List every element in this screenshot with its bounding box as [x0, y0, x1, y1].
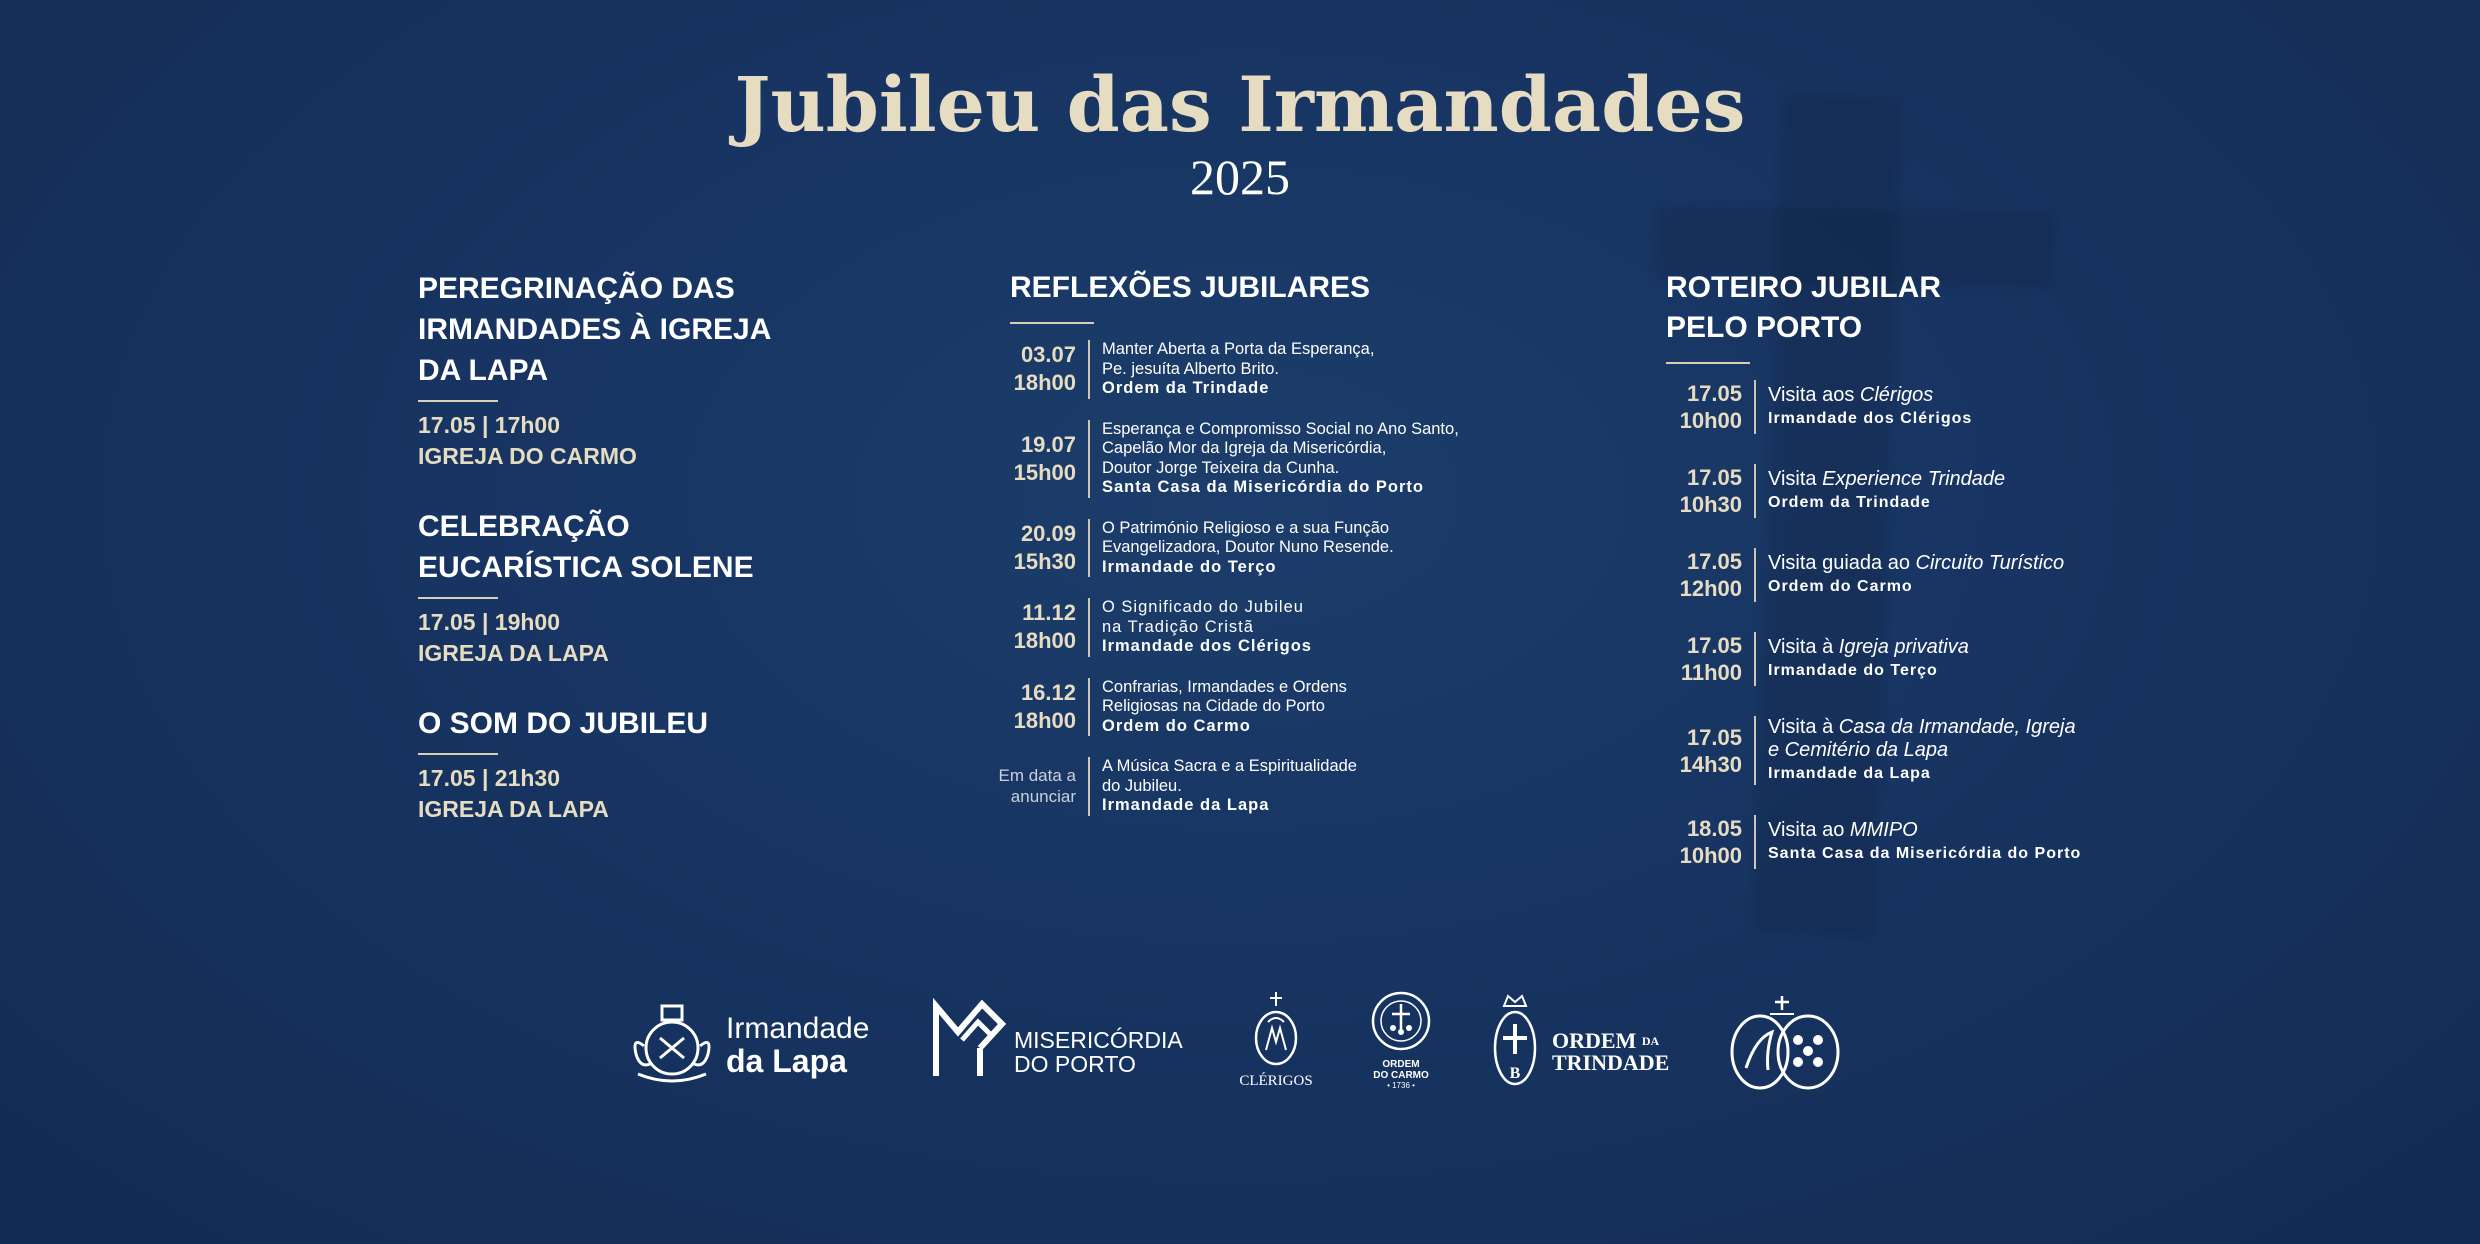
item-text: na Tradição Cristã [1102, 617, 1254, 636]
logo-ordem-do-carmo [1368, 988, 1434, 1098]
event-datetime: 17.05 | 17h00 [418, 412, 560, 438]
list-item [1666, 548, 2166, 602]
item-date: 16.12 [1020, 679, 1076, 705]
logo-text: Irmandade [726, 1012, 870, 1045]
item-date: 17.05 [1686, 465, 1742, 490]
list-item [960, 598, 1520, 657]
logo-text: DO PORTO [1014, 1051, 1136, 1077]
item-date: Em data a [998, 766, 1076, 786]
item-organizer: Ordem do Carmo [1102, 716, 1251, 735]
reflexoes-column [960, 268, 1520, 837]
trindade-crest-icon [1490, 990, 1540, 1090]
svg-text:B: B [1509, 1065, 1521, 1082]
item-text: e Cemitério da Lapa [1768, 739, 1949, 761]
item-time: 14h30 [1679, 751, 1742, 777]
item-date: 11.12 [1022, 600, 1076, 626]
list-item [960, 678, 1520, 737]
item-date: 03.07 [1020, 342, 1076, 368]
item-organizer: Santa Casa da Misericórdia do Porto [1102, 478, 1424, 496]
section-heading: REFLEXÕES JUBILARES [1010, 271, 1371, 304]
event-title: O SOM DO JUBILEU [418, 707, 709, 740]
event-place: IGREJA DA LAPA [418, 796, 609, 822]
event-title: PEREGRINAÇÃO DAS IRMANDADES À IGREJA DA LAPA [418, 272, 771, 387]
item-organizer: Irmandade do Terço [1768, 662, 1938, 679]
list-item [960, 519, 1520, 578]
item-text: A Música Sacra e a Espiritualidade [1102, 757, 1357, 775]
item-text: Confrarias, Irmandades e Ordens [1102, 677, 1347, 696]
event-peregrinacao [418, 268, 938, 472]
lapa-crest-icon [624, 998, 724, 1088]
item-text: Visita aos Clérigos [1768, 384, 1934, 406]
logo-text: ORDEM $^{DA}$ [1552, 1028, 1660, 1053]
item-text: Manter Aberta a Porta da Esperança, [1102, 340, 1375, 358]
logo-text: TRINDADE [1552, 1050, 1670, 1075]
partner-logos [620, 988, 1860, 1098]
logo-text: da Lapa [726, 1043, 847, 1079]
item-date: 18.05 [1686, 816, 1742, 841]
item-text: Evangelizadora, Doutor Nuno Resende. [1102, 538, 1394, 556]
page-year: 2025 [1190, 149, 1290, 205]
item-organizer: Ordem da Trindade [1102, 379, 1270, 397]
logo-text: DO CARMO [1373, 1070, 1429, 1081]
logo-text: MISERICÓRDIA [1014, 1027, 1183, 1053]
item-organizer: Ordem da Trindade [1768, 494, 1931, 511]
item-text: Visita à Igreja privativa [1768, 636, 1969, 658]
event-place: IGREJA DO CARMO [418, 443, 637, 469]
item-text: O Significado do Jubileu [1102, 598, 1304, 616]
item-text: Visita à Casa da Irmandade, Igreja [1768, 716, 2076, 738]
divider [1010, 322, 1094, 324]
item-date: 17.05 [1686, 549, 1742, 574]
event-som-do-jubileu [418, 703, 938, 825]
item-organizer: Irmandade dos Clérigos [1768, 410, 1973, 427]
divider [418, 753, 498, 755]
list-item [1666, 815, 2166, 869]
item-date: 17.05 [1686, 633, 1742, 658]
section-heading-line: ROTEIRO JUBILAR [1666, 271, 1942, 304]
clerigos-emblem-icon [1246, 990, 1306, 1068]
list-item [1666, 716, 2166, 785]
logo-text: ORDEM [1382, 1059, 1420, 1070]
event-celebracao [418, 506, 938, 669]
item-organizer: Irmandade da Lapa [1102, 796, 1270, 814]
item-time: 10h30 [1679, 492, 1742, 517]
logo-text: • 1736 • [1387, 1081, 1415, 1090]
item-time: 12h00 [1679, 576, 1742, 601]
item-time: anunciar [1010, 787, 1076, 807]
item-organizer: Irmandade dos Clérigos [1102, 637, 1312, 655]
logo-irmandade-do-terco [1726, 992, 1846, 1092]
item-date: 17.05 [1686, 724, 1742, 750]
item-text: do Jubileu. [1102, 776, 1182, 795]
item-time: 18h00 [1013, 628, 1076, 654]
item-time: 18h00 [1013, 370, 1076, 396]
roteiro-column [1666, 268, 2166, 899]
item-date: 17.05 [1686, 381, 1742, 406]
item-time: 10h00 [1679, 408, 1742, 433]
logo-misericordia-do-porto [932, 996, 1182, 1086]
logo-irmandade-da-lapa [624, 998, 884, 1088]
item-text: Doutor Jorge Teixeira da Cunha. [1102, 458, 1340, 477]
list-item [960, 420, 1520, 498]
divider [418, 400, 498, 402]
logo-clerigos [1236, 990, 1316, 1094]
item-organizer: Irmandade da Lapa [1768, 765, 1931, 782]
item-text: Capelão Mor da Igreja da Misericórdia, [1102, 439, 1387, 457]
item-time: 18h00 [1013, 707, 1076, 733]
item-text: Pe. jesuíta Alberto Brito. [1102, 359, 1280, 378]
item-text: O Património Religioso e a sua Função [1102, 518, 1390, 537]
divider [1666, 362, 1750, 364]
item-text: Visita ao MMIPO [1768, 819, 1918, 841]
item-time: 10h00 [1679, 843, 1742, 868]
item-date: 20.09 [1020, 520, 1076, 546]
terco-crest-icon [1726, 992, 1846, 1092]
item-date: 19.07 [1020, 431, 1076, 457]
item-text: Visita guiada ao Circuito Turístico [1768, 552, 2065, 574]
item-time: 15h30 [1013, 548, 1076, 574]
event-datetime: 17.05 | 21h30 [418, 765, 560, 791]
section-heading-line: PELO PORTO [1666, 311, 1863, 344]
item-time: 11h00 [1680, 660, 1742, 685]
item-organizer: Irmandade do Terço [1102, 557, 1277, 576]
event-datetime: 17.05 | 19h00 [418, 609, 560, 635]
list-item [960, 340, 1520, 399]
item-organizer: Ordem do Carmo [1768, 578, 1913, 595]
page-title: Jubileu das Irmandades [734, 60, 1746, 149]
event-place: IGREJA DA LAPA [418, 640, 609, 666]
main-events-column [418, 268, 938, 825]
event-title: CELEBRAÇÃO EUCARÍSTICA SOLENE [418, 510, 754, 584]
carmo-seal-icon [1370, 988, 1432, 1054]
list-item [960, 757, 1520, 816]
section-heading [1666, 268, 2166, 348]
item-organizer: Santa Casa da Misericórdia do Porto [1768, 845, 2082, 862]
logo-ordem-da-trindade [1490, 990, 1670, 1094]
item-text: Religiosas na Cidade do Porto [1102, 697, 1325, 715]
item-text: Visita Experience Trindade [1768, 468, 2006, 490]
logo-text: CLÉRIGOS [1239, 1073, 1313, 1089]
item-text: Esperança e Compromisso Social no Ano Santo, [1102, 419, 1459, 438]
list-item [1666, 632, 2166, 686]
list-item [1666, 464, 2166, 518]
divider [418, 597, 498, 599]
item-time: 15h00 [1013, 459, 1076, 485]
list-item [1666, 380, 2166, 434]
misericordia-m-icon [932, 996, 1008, 1080]
